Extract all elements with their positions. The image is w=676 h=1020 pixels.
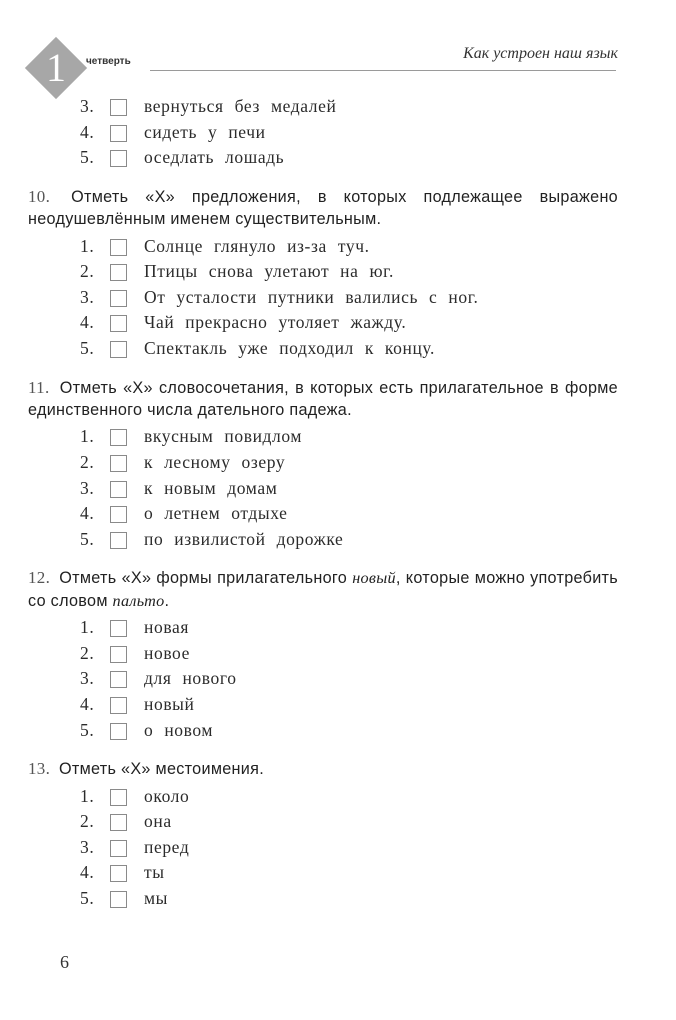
header-rule — [150, 70, 616, 71]
option-text: Солнце глянуло из-за туч. — [144, 235, 370, 256]
option-text: оседлать лошадь — [144, 147, 285, 168]
option-text: ты — [144, 862, 165, 883]
option-text: мы — [144, 887, 169, 908]
answer-checkbox[interactable] — [110, 455, 127, 472]
option-text: вернуться без медалей — [144, 96, 337, 116]
question-number: 13. — [28, 759, 51, 779]
option-row — [0, 886, 676, 912]
running-title: Как устроен наш язык — [463, 45, 618, 62]
answer-checkbox[interactable] — [110, 429, 127, 446]
option-row — [0, 692, 676, 718]
option-row — [0, 784, 676, 810]
option-row — [0, 336, 676, 362]
option-text: Спектакль уже подходил к концу. — [144, 337, 435, 358]
option-text: вкусным повидлом — [144, 426, 303, 447]
question-text: Отметь «X» словосочетания, в которых есть прилагательное в форме единственного числа дательного падежа. — [28, 378, 618, 419]
option-text: перед — [144, 836, 190, 857]
option-number: 3. — [80, 96, 95, 116]
question-text: Отметь «X» предложения, в которых подлежащее выражено неодушевлённым именем существительным. — [28, 187, 618, 229]
option-row — [0, 809, 676, 835]
answer-checkbox[interactable] — [110, 723, 127, 740]
option-text: она — [144, 811, 172, 832]
answer-checkbox[interactable] — [110, 891, 127, 908]
option-text: сидеть у печи — [144, 121, 266, 142]
option-row — [0, 145, 676, 171]
option-number: 5. — [80, 528, 95, 549]
option-text: новое — [144, 642, 190, 663]
option-row — [0, 718, 676, 744]
option-number: 3. — [80, 668, 95, 689]
answer-checkbox[interactable] — [110, 646, 127, 663]
option-text: новая — [144, 617, 189, 638]
option-row — [0, 424, 676, 450]
answer-checkbox[interactable] — [110, 99, 127, 116]
question-prompt — [28, 186, 618, 231]
worksheet-content — [0, 94, 676, 912]
italic-word-noviy: новый — [352, 569, 396, 588]
question-prompt — [28, 758, 618, 780]
question-11 — [0, 377, 676, 553]
question-number: 12. — [28, 568, 51, 588]
option-row — [0, 835, 676, 861]
option-number: 1. — [80, 785, 95, 806]
option-row — [0, 527, 676, 553]
page-number: 6 — [60, 952, 69, 972]
question-text: Отметь «X» местоимения. — [58, 760, 264, 779]
option-row — [0, 615, 676, 641]
option-text: новый — [144, 693, 195, 714]
option-text: Чай прекрасно утоляет жажду. — [144, 312, 407, 333]
answer-checkbox[interactable] — [110, 315, 127, 332]
option-text: около — [144, 785, 190, 806]
option-row — [0, 285, 676, 311]
option-number: 5. — [80, 337, 95, 358]
option-text: к лесному озеру — [144, 451, 286, 472]
option-row — [0, 310, 676, 336]
option-number: 2. — [80, 261, 95, 282]
answer-checkbox[interactable] — [110, 814, 127, 831]
option-row — [0, 476, 676, 502]
option-row — [0, 641, 676, 667]
answer-checkbox[interactable] — [110, 341, 127, 358]
option-number: 2. — [80, 451, 95, 472]
quarter-label: четверть — [86, 56, 131, 67]
answer-checkbox[interactable] — [110, 125, 127, 142]
option-number: 4. — [80, 862, 95, 883]
option-number: 2. — [80, 642, 95, 663]
question-text — [28, 569, 618, 609]
answer-checkbox[interactable] — [110, 290, 127, 307]
question-13 — [0, 758, 676, 911]
option-number: 4. — [80, 312, 95, 333]
answer-checkbox[interactable] — [110, 840, 127, 857]
italic-word-palto: пальто — [112, 591, 165, 610]
option-row — [0, 94, 676, 120]
answer-checkbox[interactable] — [110, 150, 127, 167]
option-number: 1. — [80, 617, 95, 638]
option-number: 5. — [80, 147, 95, 168]
option-number: 4. — [80, 693, 95, 714]
option-row — [0, 450, 676, 476]
answer-checkbox[interactable] — [110, 789, 127, 806]
option-text: к новым домам — [144, 477, 278, 498]
answer-checkbox[interactable] — [110, 697, 127, 714]
question-text-part: Отметь «X» формы прилагательного — [59, 569, 353, 588]
answer-checkbox[interactable] — [110, 481, 127, 498]
question-prompt — [28, 377, 618, 422]
option-number: 5. — [80, 719, 95, 740]
option-number: 5. — [80, 887, 95, 908]
option-row — [0, 501, 676, 527]
answer-checkbox[interactable] — [110, 506, 127, 523]
answer-checkbox[interactable] — [110, 532, 127, 549]
option-number: 4. — [80, 121, 95, 142]
question-12 — [0, 567, 676, 743]
option-row — [0, 234, 676, 260]
option-text: о новом — [144, 719, 214, 740]
question-prompt — [28, 567, 618, 612]
option-number: 3. — [80, 477, 95, 498]
answer-checkbox[interactable] — [110, 671, 127, 688]
question-text-part: . — [164, 591, 170, 610]
option-row — [0, 120, 676, 146]
option-text: Птицы снова улетают на юг. — [144, 261, 394, 282]
option-number: 1. — [80, 235, 95, 256]
option-text: о летнем отдыхе — [144, 503, 288, 524]
quarter-number: 1 — [46, 45, 66, 90]
question-number: 10. — [28, 186, 51, 206]
option-number: 3. — [80, 836, 95, 857]
option-number: 4. — [80, 503, 95, 524]
option-row — [0, 860, 676, 886]
answer-checkbox[interactable] — [110, 264, 127, 281]
option-text: От усталости путники валились с ног. — [144, 286, 479, 307]
option-text: по извилистой дорожке — [144, 528, 344, 549]
answer-checkbox[interactable] — [110, 620, 127, 637]
option-text: для нового — [144, 668, 237, 689]
option-number: 1. — [80, 426, 95, 447]
option-row — [0, 259, 676, 285]
option-number: 2. — [80, 811, 95, 832]
question-text-part: , которые можно употребить со словом — [28, 569, 618, 610]
continued-options — [0, 94, 676, 171]
option-row — [0, 666, 676, 692]
option-number: 3. — [80, 286, 95, 307]
question-10 — [0, 186, 676, 362]
answer-checkbox[interactable] — [110, 865, 127, 882]
question-number: 11. — [28, 377, 50, 397]
answer-checkbox[interactable] — [110, 239, 127, 256]
page-header — [0, 0, 676, 100]
